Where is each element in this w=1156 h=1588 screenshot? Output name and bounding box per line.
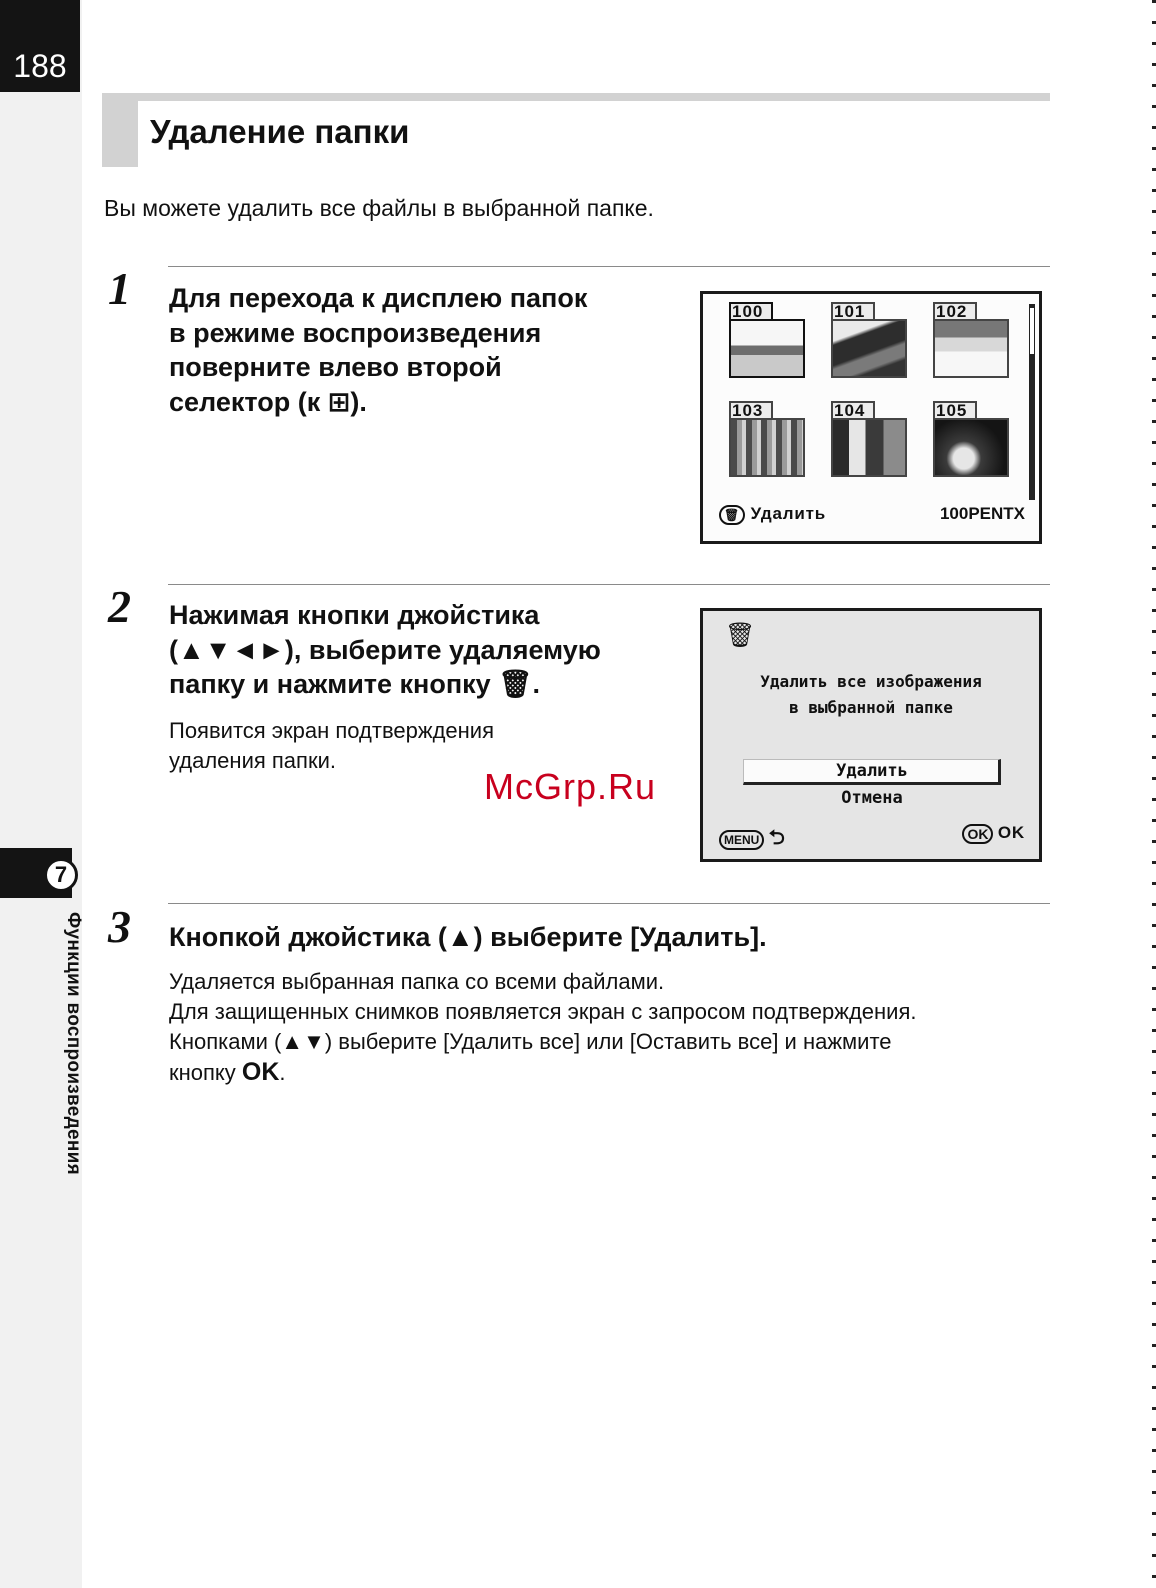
folder-number: 100 xyxy=(732,302,764,321)
title-rule xyxy=(102,93,1050,101)
ok-button-icon: OK xyxy=(962,824,993,844)
back-icon: ⮌ xyxy=(768,827,785,849)
step-2-heading-line: папку и нажмите кнопку 🗑. xyxy=(169,669,540,699)
folder-image xyxy=(729,418,805,477)
folder-image xyxy=(831,418,907,477)
chapter-label: Функции воспроизведения xyxy=(63,912,84,1176)
folder-image xyxy=(831,319,907,378)
trash-icon: 🗑 xyxy=(719,505,745,525)
folder-number: 103 xyxy=(732,401,764,420)
step-divider xyxy=(168,903,1050,904)
watermark: McGrp.Ru xyxy=(484,766,657,807)
step-3-body xyxy=(169,967,916,1088)
folder-image xyxy=(933,319,1009,378)
step-3-heading: Кнопкой джойстика (▲) выберите [Удалить]. xyxy=(169,922,767,952)
menu-back-hint xyxy=(719,823,785,857)
step-3-number: 3 xyxy=(108,901,131,952)
step-2-heading xyxy=(169,598,601,702)
ok-label: OK xyxy=(997,823,1025,842)
delete-confirm-screen xyxy=(700,608,1042,862)
folder-image xyxy=(729,319,805,378)
step-3-body-line: Кнопками (▲▼) выберите [Удалить все] или [Оставить все] и нажмите xyxy=(169,1029,892,1054)
step-2-body-line: Появится экран подтверждения xyxy=(169,718,495,743)
step-2-number: 2 xyxy=(108,581,131,632)
folder-number: 101 xyxy=(834,302,866,321)
delete-hint-label: Удалить xyxy=(750,504,826,523)
folder-number: 104 xyxy=(834,401,866,420)
step-1-number: 1 xyxy=(108,263,131,314)
page-title: Удаление папки xyxy=(150,113,410,150)
step-1-heading-line: в режиме воспроизведения xyxy=(169,317,542,348)
folder-thumbnail xyxy=(729,302,805,378)
delete-folder-icon: 🗑 xyxy=(725,622,756,649)
folder-thumbnail xyxy=(729,401,805,477)
step-1-heading-line: селектор (к ⊞). xyxy=(169,386,367,417)
confirm-message xyxy=(703,669,1039,721)
step-3-body-line: Для защищенных снимков появляется экран с запросом подтверждения. xyxy=(169,999,917,1024)
step-divider xyxy=(168,584,1050,585)
step-2-body xyxy=(169,716,494,776)
step-1-heading xyxy=(169,281,587,419)
ok-key-label: OK xyxy=(241,1058,280,1086)
folder-thumbnail xyxy=(831,302,907,378)
side-strip xyxy=(0,0,82,1588)
step-divider xyxy=(168,266,1050,267)
folder-display-screen xyxy=(700,291,1042,544)
folder-thumbnail xyxy=(933,302,1009,378)
scrollbar-thumb xyxy=(1030,308,1034,354)
step-1-heading-line: Для перехода к дисплею папок xyxy=(169,283,588,313)
step-2-body-line: удаления папки. xyxy=(169,748,336,773)
step-3-body-line: Удаляется выбранная папка со всеми файлами. xyxy=(169,969,665,994)
step-2-heading-line: Нажимая кнопки джойстика xyxy=(169,600,540,630)
ok-hint xyxy=(962,823,1025,844)
title-marker xyxy=(102,93,138,167)
confirm-message-line: Удалить все изображения xyxy=(760,672,982,691)
intro-text: Вы можете удалить все файлы в выбранной папке. xyxy=(104,195,654,221)
step-2-heading-line: (▲▼◄►), выберите удаляемую xyxy=(169,634,601,665)
page-edge xyxy=(1152,0,1156,1588)
folder-thumbnail xyxy=(933,401,1009,477)
step-3-body-line: кнопку OK. xyxy=(169,1058,286,1086)
page-number: 188 xyxy=(13,48,67,84)
step-1-heading-line: поверните влево второй xyxy=(169,352,502,382)
folder-name: 100PENTX xyxy=(939,504,1025,523)
folder-number: 102 xyxy=(936,302,968,321)
confirm-message-line: в выбранной папке xyxy=(789,698,953,717)
option-delete[interactable]: Удалить xyxy=(836,761,908,781)
folder-number: 105 xyxy=(936,401,968,420)
delete-hint xyxy=(719,504,826,525)
option-cancel[interactable]: Отмена xyxy=(841,788,903,808)
menu-button-icon: MENU xyxy=(719,830,764,850)
scrollbar xyxy=(1029,304,1035,500)
folder-image xyxy=(933,418,1009,477)
chapter-number: 7 xyxy=(44,858,78,892)
folder-thumbnail xyxy=(831,401,907,477)
